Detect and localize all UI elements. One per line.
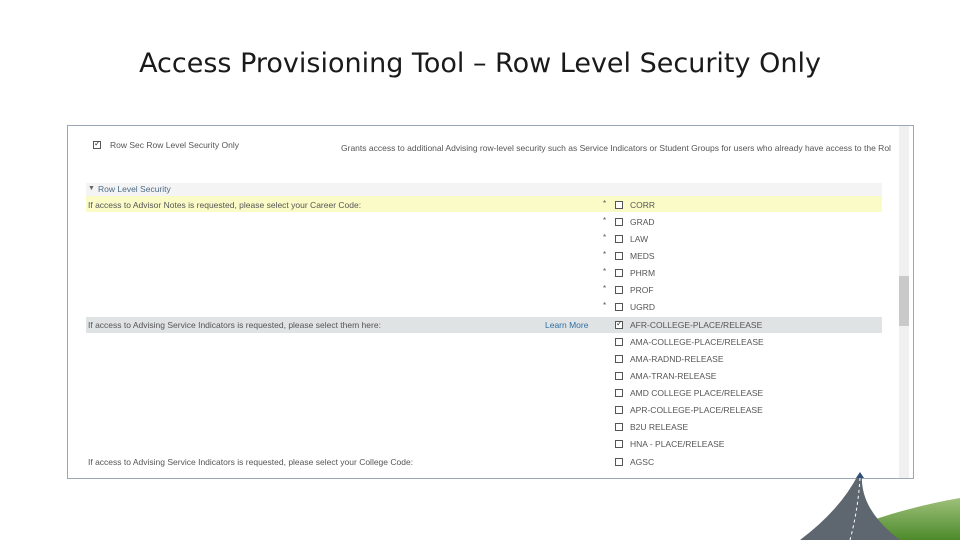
required-marker: * <box>603 233 607 242</box>
college-code-prompt: If access to Advising Service Indicators is requested, please select your College Code: <box>88 457 414 467</box>
service-indicator-option-label: HNA - PLACE/RELEASE <box>630 439 725 449</box>
college-code-option-label: AGSC <box>630 457 655 467</box>
service-indicator-option-label: AMA-TRAN-RELEASE <box>630 371 717 381</box>
career-code-option-label: MEDS <box>630 251 655 261</box>
scrollbar-thumb[interactable] <box>899 276 909 326</box>
section-title: Row Level Security <box>98 184 171 194</box>
career-code-option-checkbox[interactable] <box>615 252 623 260</box>
service-indicator-option-label: B2U RELEASE <box>630 422 689 432</box>
career-code-option-label: CORR <box>630 200 656 210</box>
screenshot-panel <box>67 125 914 479</box>
service-indicator-option-checkbox[interactable] <box>615 440 623 448</box>
service-indicator-option-label: APR-COLLEGE-PLACE/RELEASE <box>630 405 763 415</box>
college-code-option-checkbox[interactable] <box>615 458 623 466</box>
service-indicator-option-checkbox[interactable] <box>615 321 623 329</box>
career-code-prompt: If access to Advisor Notes is requested, please select your Career Code: <box>88 200 362 210</box>
service-indicator-option-label: AMD COLLEGE PLACE/RELEASE <box>630 388 764 398</box>
career-code-option-label: GRAD <box>630 217 655 227</box>
career-code-option-checkbox[interactable] <box>615 286 623 294</box>
collapse-triangle-icon[interactable]: ▼ <box>88 185 95 192</box>
required-marker: * <box>603 199 607 208</box>
career-code-option-checkbox[interactable] <box>615 303 623 311</box>
service-indicator-option-checkbox[interactable] <box>615 372 623 380</box>
service-indicator-option-checkbox[interactable] <box>615 406 623 414</box>
section-header[interactable] <box>86 183 882 196</box>
required-marker: * <box>603 216 607 225</box>
road-graphic <box>780 470 960 540</box>
career-code-option-label: LAW <box>630 234 649 244</box>
service-indicator-option-checkbox[interactable] <box>615 338 623 346</box>
career-code-option-checkbox[interactable] <box>615 269 623 277</box>
required-marker: * <box>603 267 607 276</box>
required-marker: * <box>603 301 607 310</box>
service-indicator-option-checkbox[interactable] <box>615 355 623 363</box>
career-code-option-checkbox[interactable] <box>615 235 623 243</box>
slide-title: Access Provisioning Tool – Row Level Security Only <box>139 48 821 79</box>
service-indicator-option-label: AMA-COLLEGE-PLACE/RELEASE <box>630 337 764 347</box>
service-indicator-prompt: If access to Advising Service Indicators is requested, please select them here: <box>88 320 381 330</box>
service-indicator-option-checkbox[interactable] <box>615 389 623 397</box>
row-sec-checkbox[interactable] <box>93 141 101 149</box>
service-indicator-option-label: AFR-COLLEGE-PLACE/RELEASE <box>630 320 763 330</box>
career-code-option-label: PROF <box>630 285 654 295</box>
required-marker: * <box>603 284 607 293</box>
career-code-option-label: PHRM <box>630 268 656 278</box>
service-indicator-option-checkbox[interactable] <box>615 423 623 431</box>
row-sec-label: Row Sec Row Level Security Only <box>110 140 239 150</box>
career-code-option-checkbox[interactable] <box>615 201 623 209</box>
career-code-option-label: UGRD <box>630 302 656 312</box>
learn-more-link[interactable]: Learn More <box>545 320 589 330</box>
service-indicator-option-label: AMA-RADND-RELEASE <box>630 354 724 364</box>
required-marker: * <box>603 250 607 259</box>
career-code-option-checkbox[interactable] <box>615 218 623 226</box>
row-sec-description: Grants access to additional Advising row-level security such as Service Indicators or Student Groups for users who already have access to the Rol <box>341 143 891 153</box>
